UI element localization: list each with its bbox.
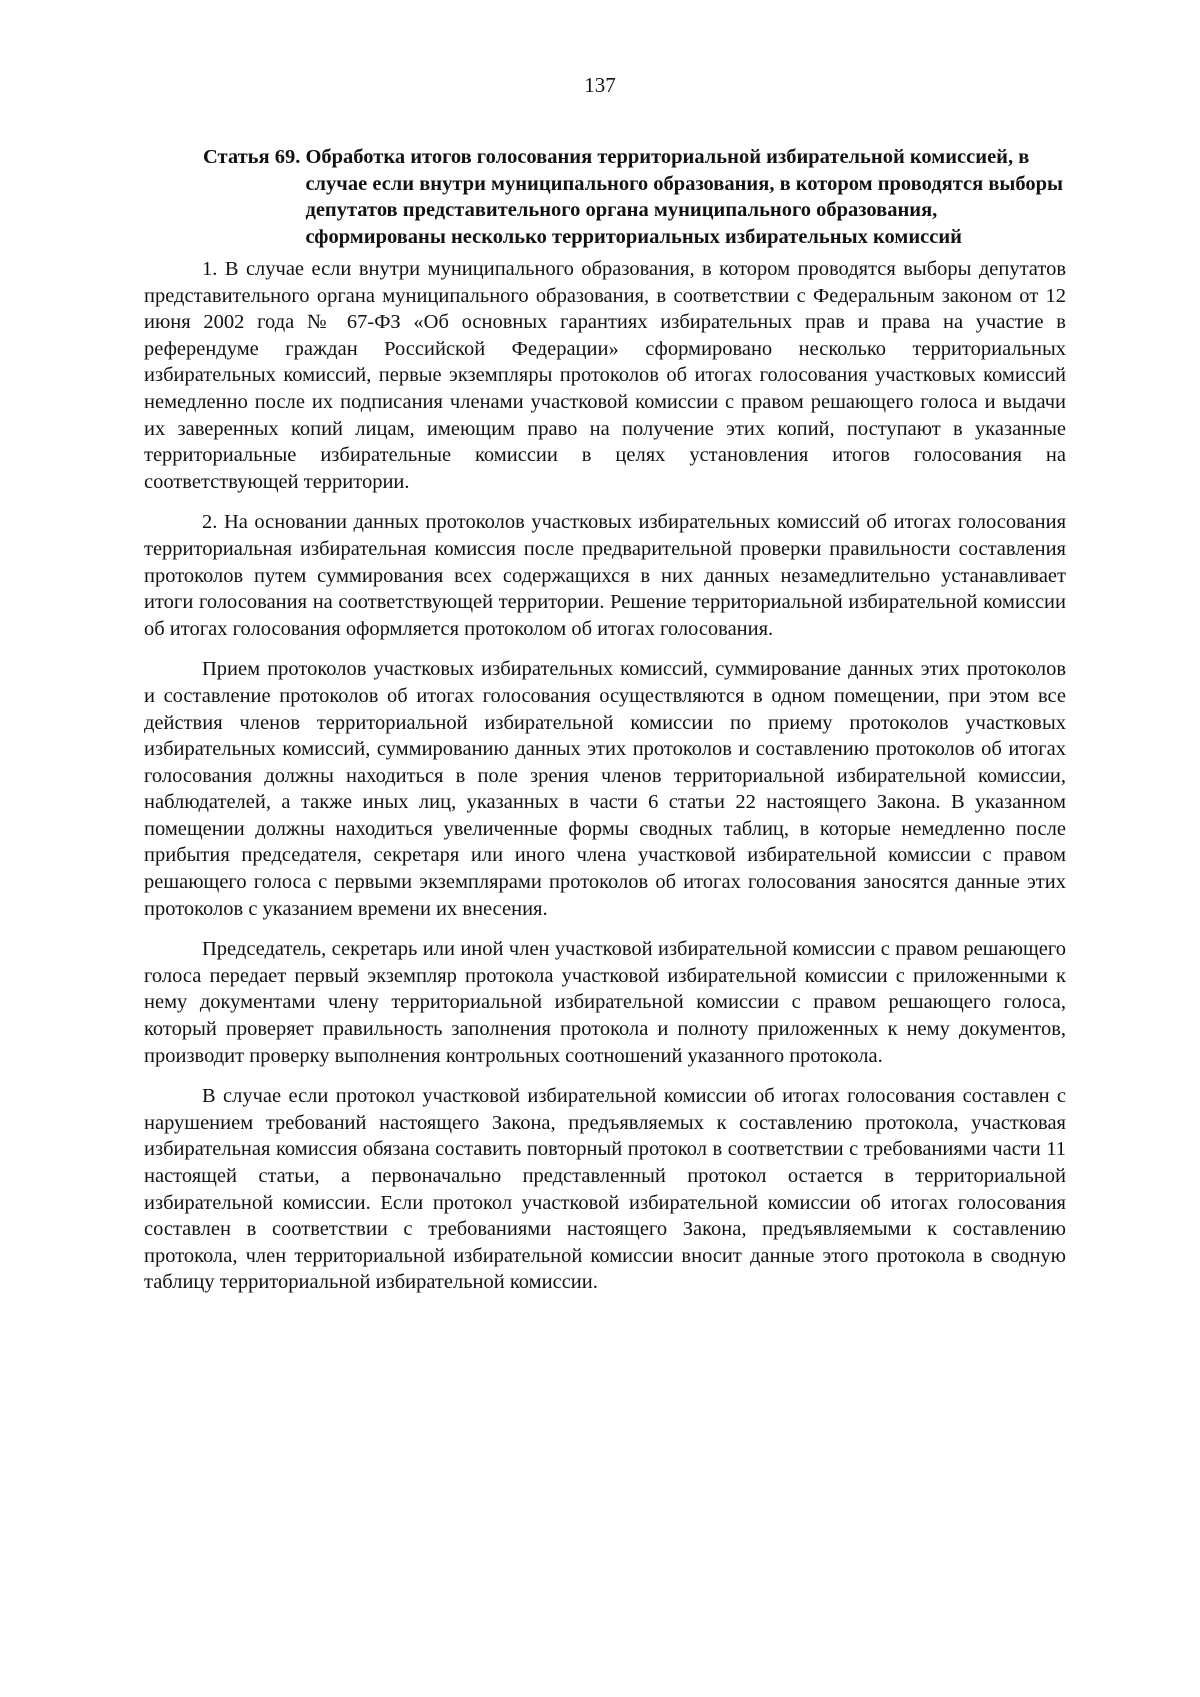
article-title: Обработка итогов голосования территориальной избирательной комиссией, в случае если внутри муниципального образования, в котором проводятся выборы депутатов представительного органа муниципального образования, сформированы несколько территориальных избирательных комиссий	[305, 146, 1064, 248]
paragraph-1: 1. В случае если внутри муниципального образования, в котором проводятся выборы депутатов представительного органа муниципального образования, в соответствии с Федеральным законом от 12 июня 2002 года № 67-ФЗ «Об основных гарантиях избирательных прав и права на участие в референдуме граждан Российской Федерации» сформировано несколько территориальных избирательных комиссий, первые экземпляры протоколов об итогах голосования участковых комиссий немедленно после их подписания членами участковой комиссии с правом решающего голоса и выдачи их заверенных копий лицам, имеющим право на получение этих копий, поступают в указанные территориальные избирательные комиссии в целях установления итогов голосования на соответствующей территории.	[144, 258, 1066, 493]
document-body	[144, 144, 1066, 1310]
article-label: Статья 69.	[203, 146, 306, 168]
paragraph-5: В случае если протокол участковой избирательной комиссии об итогах голосования составлен с нарушением требований настоящего Закона, предъявляемых к составлению протокола, участковая избирательная комиссия обязана составить повторный протокол в соответствии с требованиями части 11 настоящей статьи, а первоначально представленный протокол остается в территориальной избирательной комиссии. Если протокол участковой избирательной комиссии об итогах голосования составлен в соответствии с требованиями настоящего Закона, предъявляемыми к составлению протокола, член территориальной избирательной комиссии вносит данные этого протокола в сводную таблицу территориальной избирательной комиссии.	[144, 1085, 1066, 1294]
paragraph-4: Председатель, секретарь или иной член участковой избирательной комиссии с правом решающего голоса передает первый экземпляр протокола участковой избирательной комиссии с приложенными к нему документами члену территориальной избирательной комиссии с правом решающего голоса, который проверяет правильность заполнения протокола и полноту приложенных к нему документов, производит проверку выполнения контрольных соотношений указанного протокола.	[144, 938, 1066, 1067]
article-heading	[144, 144, 1066, 250]
paragraph-3: Прием протоколов участковых избирательных комиссий, суммирование данных этих протоколов и составление протоколов об итогах голосования осуществляются в одном помещении, при этом все действия членов территориальной избирательной комиссии по приему протоколов участковых избирательных комиссий, суммированию данных этих протоколов и составлению протоколов об итогах голосования должны находиться в поле зрения членов территориальной избирательной комиссии, наблюдателей, а также иных лиц, указанных в части 6 статьи 22 настоящего Закона. В указанном помещении должны находиться увеличенные формы сводных таблиц, в которые немедленно после прибытия председателя, секретаря или иного члена участковой избирательной комиссии с правом решающего голоса с первыми экземплярами протоколов об итогах голосования заносятся данные этих протоколов с указанием времени их внесения.	[144, 658, 1066, 920]
paragraph-2: 2. На основании данных протоколов участковых избирательных комиссий об итогах голосования территориальная избирательная комиссия после предварительной проверки правильности составления протоколов путем суммирования всех содержащихся в них данных незамедлительно устанавливает итоги голосования на соответствующей территории. Решение территориальной избирательной комиссии об итогах голосования оформляется протоколом об итогах голосования.	[144, 511, 1066, 640]
page-number: 137	[584, 73, 616, 97]
